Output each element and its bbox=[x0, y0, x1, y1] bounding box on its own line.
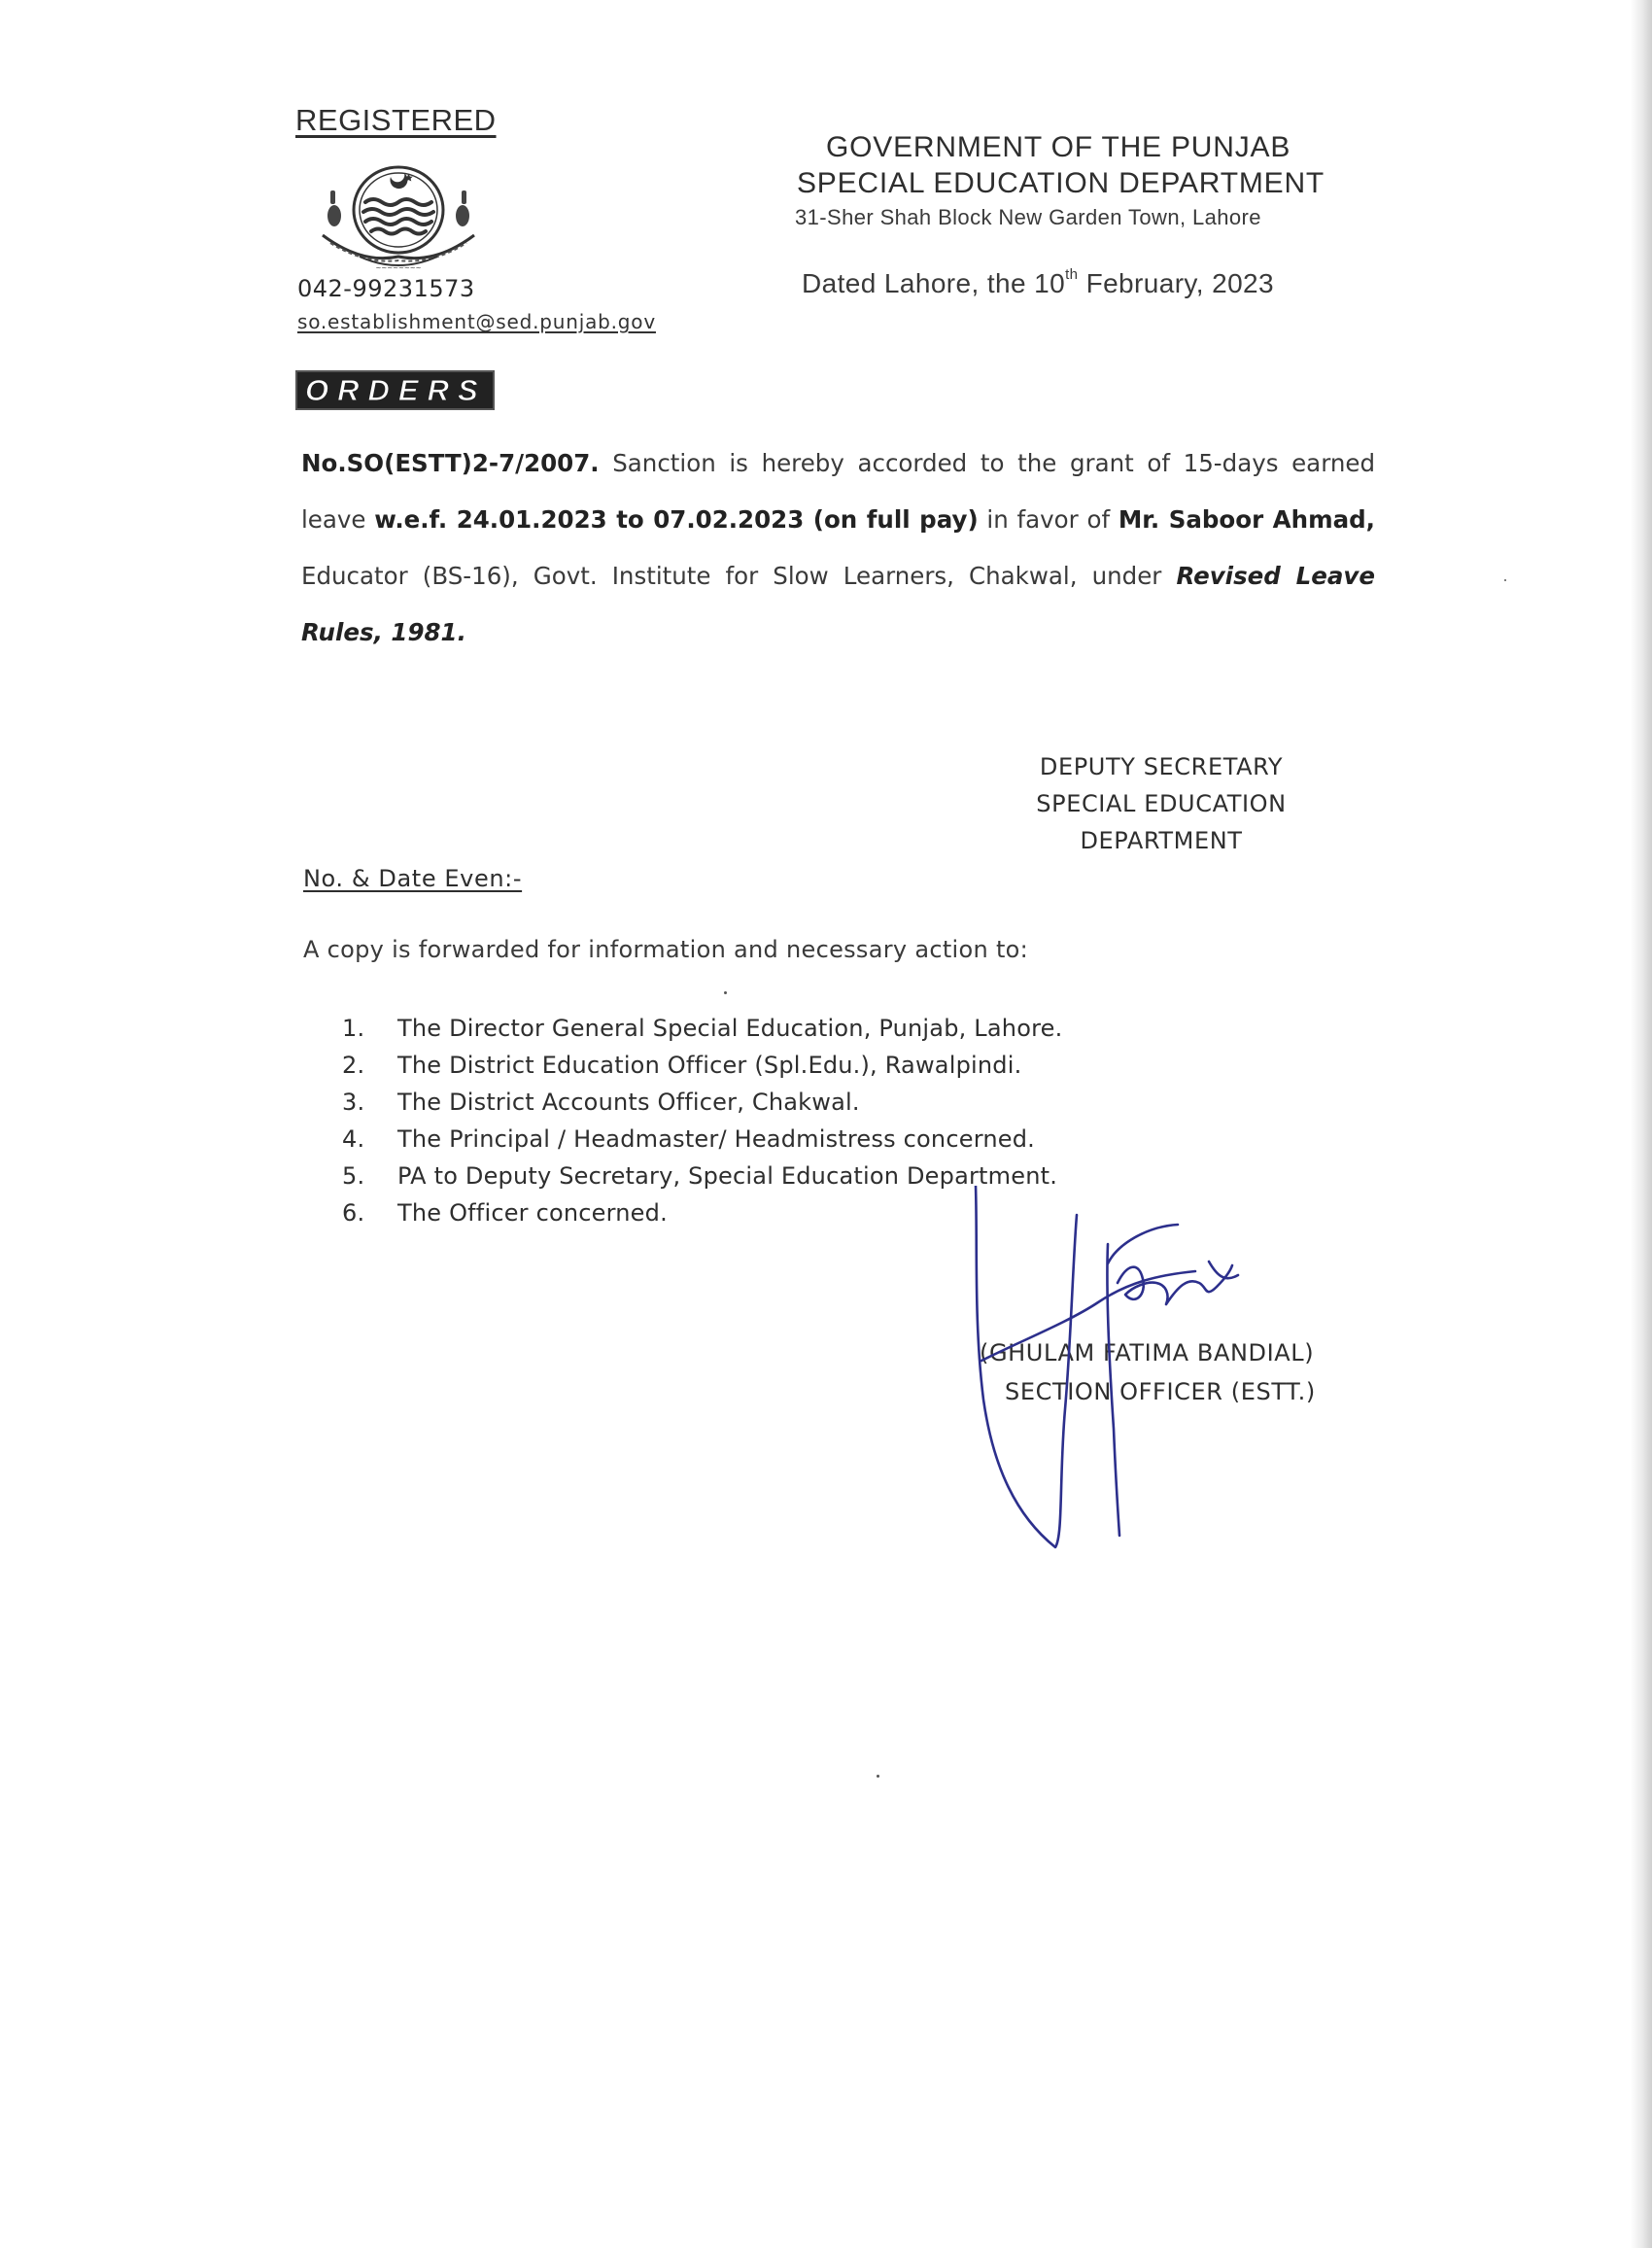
list-item-text: The District Accounts Officer, Chakwal. bbox=[397, 1089, 860, 1116]
date-prefix: Dated Lahore, the 10 bbox=[802, 268, 1066, 298]
order-reference: No.SO(ESTT)2-7/2007. bbox=[301, 449, 600, 477]
department-title: SPECIAL EDUCATION DEPARTMENT bbox=[797, 167, 1325, 199]
list-item bbox=[342, 1158, 1062, 1194]
order-paragraph bbox=[301, 435, 1375, 661]
signatory-designation: SECTION OFFICER (ESTT.) bbox=[1005, 1378, 1316, 1405]
list-item bbox=[342, 1047, 1062, 1084]
leave-rules: Revised Leave Rules, 1981. bbox=[301, 562, 1375, 646]
date-suffix: February, 2023 bbox=[1078, 268, 1274, 298]
list-item bbox=[342, 1084, 1062, 1121]
date-superscript: th bbox=[1065, 266, 1079, 283]
order-text-2: in favor of bbox=[978, 505, 1119, 534]
list-item bbox=[342, 1121, 1062, 1158]
list-item-number: 3. bbox=[342, 1089, 365, 1116]
phone-number: 042-99231573 bbox=[297, 275, 475, 302]
government-title: GOVERNMENT OF THE PUNJAB bbox=[826, 131, 1291, 163]
order-text-1: Sanction is hereby accorded to the grant of 15-days earned leave bbox=[301, 449, 1375, 534]
employee-name: Mr. Saboor Ahmad, bbox=[1118, 505, 1375, 534]
svg-text:~~~~~~~~: ~~~~~~~~ bbox=[375, 264, 422, 272]
distribution-intro: A copy is forwarded for information and necessary action to: bbox=[303, 936, 1029, 963]
list-item-number: 6. bbox=[342, 1199, 365, 1227]
list-item-number: 5. bbox=[342, 1162, 365, 1190]
list-item bbox=[342, 1194, 1062, 1231]
orders-heading: ORDERS bbox=[295, 370, 495, 410]
list-item-text: The Director General Special Education, Punjab, Lahore. bbox=[397, 1015, 1063, 1042]
issuer-line-3: DEPARTMENT bbox=[1080, 827, 1243, 854]
scan-edge-shadow bbox=[1631, 0, 1652, 2248]
distribution-list bbox=[342, 1010, 1062, 1231]
list-item-text: The District Education Officer (Spl.Edu.), Rawalpindi. bbox=[397, 1052, 1022, 1079]
list-item-number: 2. bbox=[342, 1052, 365, 1079]
punjab-government-seal-icon bbox=[301, 156, 496, 274]
issuer-block bbox=[1001, 748, 1322, 859]
list-item bbox=[342, 1010, 1062, 1047]
scan-speck bbox=[1504, 579, 1506, 581]
list-item-number: 4. bbox=[342, 1125, 365, 1153]
order-text-3: Educator (BS-16), Govt. Institute for Slow Learners, Chakwal, under bbox=[301, 562, 1177, 590]
scan-speck bbox=[877, 1775, 879, 1778]
handwritten-signature bbox=[962, 1186, 1254, 1565]
list-item-text: The Officer concerned. bbox=[397, 1199, 668, 1227]
distribution-heading: No. & Date Even:- bbox=[303, 865, 523, 892]
signatory-name: (GHULAM FATIMA BANDIAL) bbox=[980, 1339, 1315, 1366]
leave-period: w.e.f. 24.01.2023 to 07.02.2023 (on full pay) bbox=[374, 505, 979, 534]
list-item-text: The Principal / Headmaster/ Headmistress concerned. bbox=[397, 1125, 1035, 1153]
scan-speck bbox=[724, 991, 727, 994]
issuer-line-1: DEPUTY SECRETARY bbox=[1039, 753, 1284, 780]
letter-date bbox=[802, 268, 1274, 299]
issuer-line-2: SPECIAL EDUCATION bbox=[1036, 790, 1287, 817]
department-address: 31-Sher Shah Block New Garden Town, Lahore bbox=[795, 205, 1261, 229]
email-link[interactable]: so.establishment@sed.punjab.gov bbox=[297, 310, 656, 333]
list-item-text: PA to Deputy Secretary, Special Education Department. bbox=[397, 1162, 1058, 1190]
list-item-number: 1. bbox=[342, 1015, 365, 1042]
registered-label: REGISTERED bbox=[295, 103, 497, 137]
